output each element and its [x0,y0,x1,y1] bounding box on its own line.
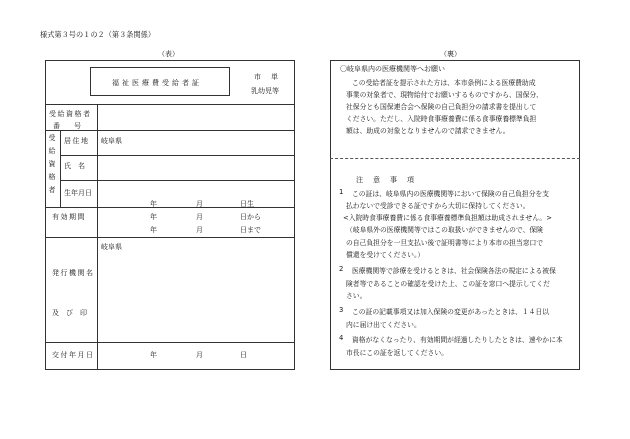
recipient-number-label: 受給資格者 [49,110,92,118]
validity-from-year: 年 [150,213,157,221]
birth-year: 年 [150,200,157,208]
caution-line: （岐阜県外の医療機関等ではこの取扱いができませんので、保険 [346,226,543,234]
city-type-line1: 市 単 [254,73,280,81]
seal-label: 及 び 印 [52,309,87,317]
validity-to-year: 年 [150,226,157,234]
caution-line: この証の記載事項又は加入保険の変更があったときは、１４日以 [352,308,550,316]
notice-title: 〇岐阜県内の医療機関等へお願い [340,65,445,73]
caution-line: 内に届け出てください。 [346,321,421,329]
notice-line: 事業の対象者で、現物給付でお願いするものですから、国保分、 [346,91,543,99]
form-number: 様式第３号の１の２（第３条関係） [40,30,156,39]
qualified-person-label: 受 給 資 格 者 [48,134,56,194]
notice-line: この受給者証を提示された方は、本市条例による医療費助成 [352,79,536,87]
rule [45,237,295,238]
caution-number: 3 [339,306,344,314]
issue-year: 年 [150,351,157,359]
rule [60,180,295,181]
birth-day: 日生 [240,200,254,208]
issuer-value: 岐阜県 [101,243,122,251]
issue-month: 月 [196,351,203,359]
caution-line: さい。 [346,292,367,300]
issue-day: 日 [240,351,247,359]
front-label: （表） [158,50,179,58]
rule [60,155,295,156]
validity-until: 日まで [240,226,261,234]
rule [60,130,61,207]
birth-label: 生年月日 [64,189,92,197]
caution-line: の自己負担分を一旦支払い後で証明書等により本市の担当窓口で [346,239,544,247]
rule [97,104,98,370]
notice-line: ください。ただし、入院時食事療養費に係る食事療養標準負担 [346,115,537,123]
validity-label: 有効期間 [52,213,86,221]
caution-line: 資格がなくなったり、有効期間が経過したりしたときは、速やかに本 [352,336,563,344]
notice-line: 額は、助成の対象となりませんので請求できません。 [346,127,510,135]
caution-line: この証は、岐阜県内の医療機関等において保険の自己負担分を支 [352,190,550,198]
validity-from: 日から [240,213,261,221]
cautions-title: 注 意 事 項 [356,176,416,184]
validity-to-month: 月 [196,226,203,234]
city-type-line2: 乳幼児等 [251,87,279,95]
caution-number: 4 [339,334,344,342]
divider-dashed [330,158,580,159]
caution-line: 険者等であることの確認を受けた上、この証を窓口へ提示してくだ [346,280,550,288]
validity-from-month: 月 [196,213,203,221]
caution-line: 償還を受けてください。） [346,251,425,259]
caution-line: 払わないで受診できる証ですから大切に保持してください。 [346,202,530,210]
birth-month: 月 [196,200,203,208]
notice-line: 社保分とも国保連合会へ保険の自己負担分の請求書を提出して [346,103,537,111]
issue-date-label: 交付年月日 [52,351,95,359]
rule [45,342,295,343]
caution-line: 医療機関等で診療を受けるときは、社会保険各法の規定による被保 [352,267,556,275]
caution-number: 1 [339,188,344,196]
address-value: 岐阜県 [101,137,122,145]
caution-line: <入院時食事療養費に係る食事療養標準負担額は助成されません。> [343,214,552,222]
recipient-number-label-2: 番 号 [53,122,81,130]
certificate-title: 福祉医療費受給者証 [112,79,202,87]
issuer-label: 発行機関名 [52,269,95,277]
name-label: 氏 名 [64,162,85,170]
rule [45,207,295,208]
caution-number: 2 [339,265,344,273]
back-label: （裏） [440,50,461,58]
rule [45,104,295,105]
rule [45,130,295,131]
address-label: 居住地 [64,137,90,145]
caution-line: 市長にこの証を返してください。 [346,349,448,357]
